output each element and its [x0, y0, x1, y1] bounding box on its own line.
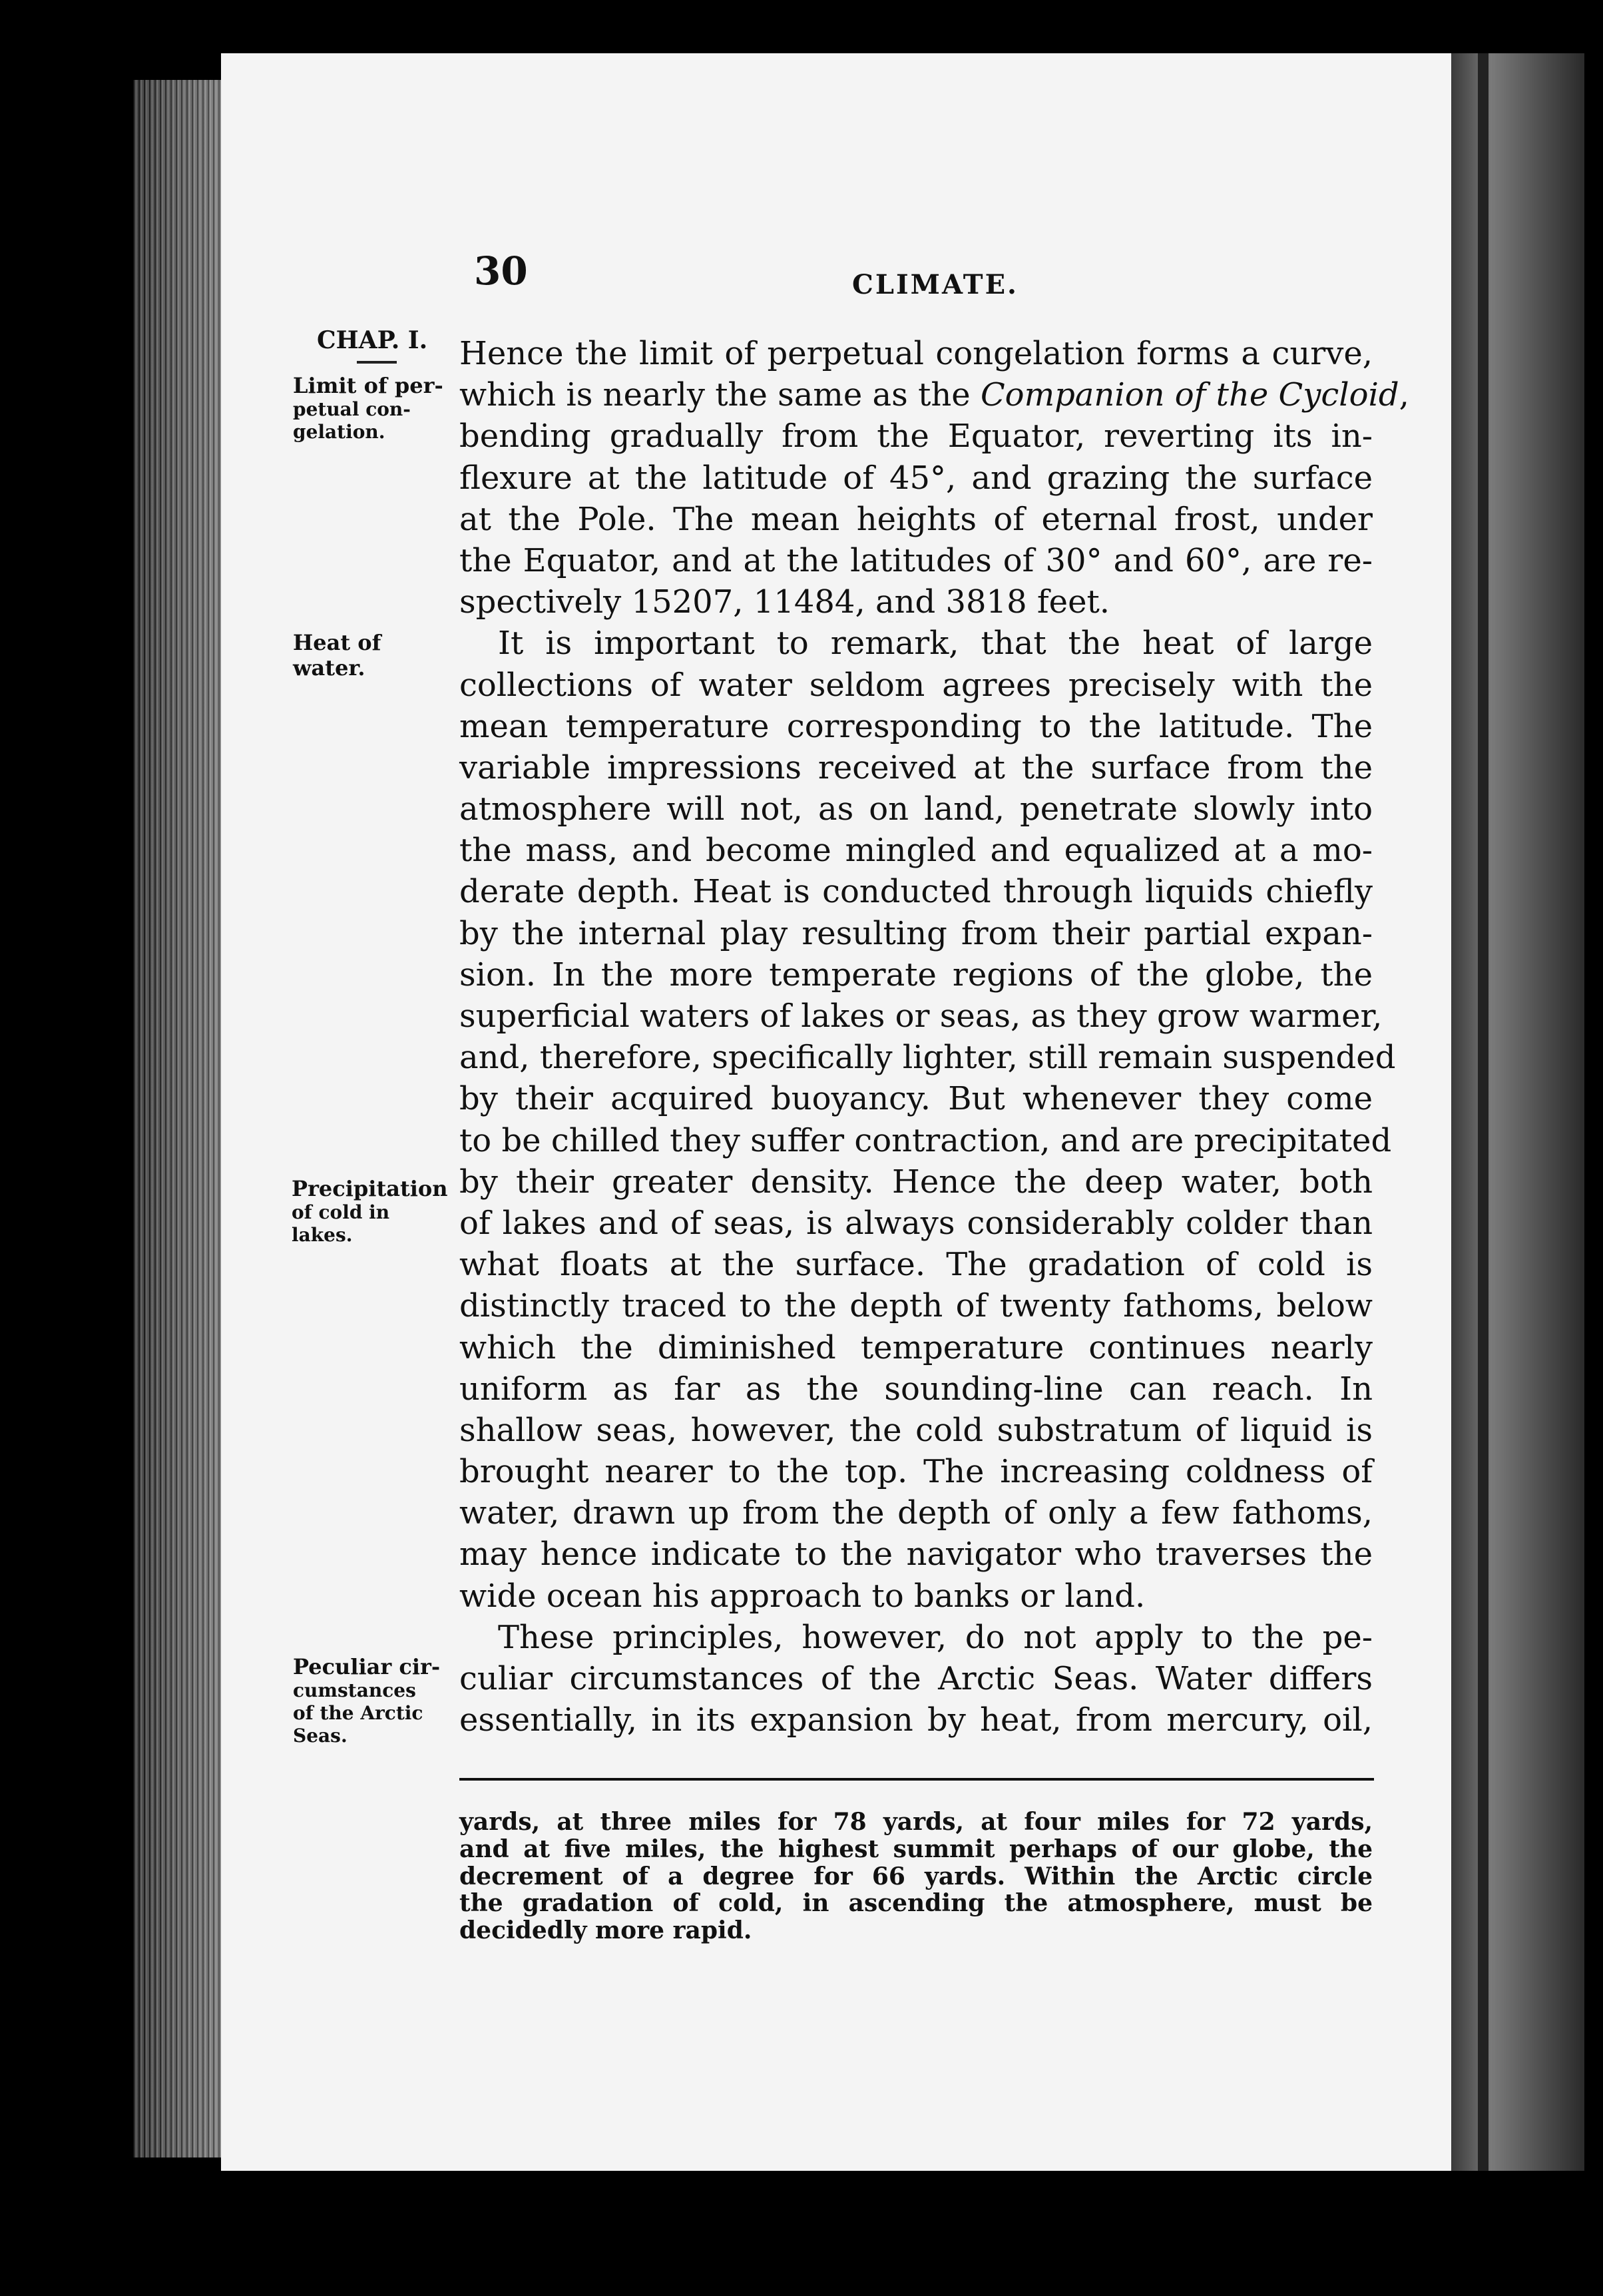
sidenote-precipitation-of-cold	[292, 1176, 448, 1247]
chapter-label: CHAP. I.	[317, 326, 428, 354]
sidenote-line: of the Arctic	[293, 1702, 423, 1724]
sidenote-line: Peculiar cir-	[293, 1654, 441, 1679]
footnote-line: yards, at three miles for 78 yards, at four miles for 72 yards,	[459, 1808, 1373, 1836]
body-line: the mass, and become mingled and equalized at a mo-	[459, 832, 1373, 870]
body-line: atmosphere will not, as on land, penetrate slowly into	[459, 790, 1373, 828]
body-text	[459, 333, 1399, 1741]
body-line: These principles, however, do not apply to the pe-	[498, 1618, 1373, 1656]
sidenote-limit-of-perpetual-congelation	[293, 373, 443, 443]
body-line: wide ocean his approach to banks or land.	[459, 1577, 1146, 1615]
body-line: distinctly traced to the depth of twenty fathoms, below	[459, 1287, 1373, 1325]
body-line: which the diminished temperature continues nearly	[459, 1328, 1373, 1366]
body-line: what floats at the surface. The gradation of cold is	[459, 1246, 1373, 1284]
footnote-line: and at five miles, the highest summit perhaps of our globe, the	[459, 1835, 1373, 1863]
body-line: by their acquired buoyancy. But whenever they come	[459, 1080, 1373, 1118]
footnote-rule	[459, 1778, 1374, 1781]
body-line: and, therefore, specifically lighter, still remain suspended	[459, 1039, 1396, 1077]
sidenote-line: Seas.	[293, 1725, 347, 1747]
body-line: shallow seas, however, the cold substratum of liquid is	[459, 1411, 1373, 1449]
sidenote-line: gelation.	[293, 421, 385, 443]
body-line: water, drawn up from the depth of only a few fathoms,	[459, 1494, 1373, 1532]
body-line: culiar circumstances of the Arctic Seas. Water differs	[459, 1660, 1373, 1697]
body-line: the Equator, and at the latitudes of 30° and 60°, are re-	[459, 541, 1373, 579]
sidenote-line: petual con-	[293, 398, 411, 420]
body-line: by their greater density. Hence the deep water, both	[459, 1163, 1373, 1201]
footnote-line: the gradation of cold, in ascending the atmosphere, must be	[459, 1889, 1373, 1918]
footnote-line: decidedly more rapid.	[459, 1916, 752, 1945]
body-line: at the Pole. The mean heights of eternal frost, under	[459, 500, 1373, 538]
body-line: of lakes and of seas, is always considerably colder than	[459, 1204, 1373, 1242]
sidenote-line: of cold in	[292, 1201, 390, 1223]
body-line: derate depth. Heat is conducted through liquids chiefly	[459, 873, 1373, 911]
body-line: superficial waters of lakes or seas, as they grow warmer,	[459, 998, 1383, 1035]
footnote	[459, 1809, 1373, 1944]
italic-title-phrase: Companion of the Cycloid	[980, 376, 1399, 414]
body-line: collections of water seldom agrees precisely with the	[459, 666, 1373, 704]
body-line: flexure at the latitude of 45°, and grazing the surface	[459, 459, 1373, 497]
body-line: uniform as far as the sounding-line can reach. In	[459, 1370, 1373, 1408]
body-line: essentially, in its expansion by heat, from mercury, oil,	[459, 1701, 1373, 1739]
sidenote-line: Limit of per-	[293, 373, 443, 398]
sidenote-heat-of-water	[293, 630, 381, 681]
sidenote-peculiar-circumstances	[293, 1654, 440, 1747]
body-line: It is important to remark, that the heat of large	[498, 625, 1373, 663]
body-line: which is nearly the same as the Companion of the Cycloid	[459, 376, 1399, 414]
sidenote-line: cumstances	[293, 1679, 416, 1701]
sidenote-line: lakes.	[292, 1224, 353, 1246]
body-line: brought nearer to the top. The increasing coldness of	[459, 1453, 1373, 1491]
body-line: bending gradually from the Equator, reverting its in-	[459, 418, 1373, 455]
body-line: Hence the limit of perpetual congelation forms a curve,	[459, 335, 1373, 372]
body-line: mean temperature corresponding to the latitude. The	[459, 707, 1373, 745]
sidenote-line: Precipitation	[292, 1176, 448, 1201]
sidenote-line: Heat of	[293, 630, 381, 655]
page-number: 30	[474, 248, 528, 294]
sidenote-line: water.	[293, 655, 365, 681]
body-line: sion. In the more temperate regions of the globe, the	[459, 956, 1373, 994]
body-line: by the internal play resulting from their partial expan-	[459, 914, 1373, 952]
body-line: may hence indicate to the navigator who traverses the	[459, 1536, 1373, 1574]
chapter-label-rule	[357, 361, 397, 364]
footnote-line: decrement of a degree for 66 yards. Within the Arctic circle	[459, 1862, 1373, 1890]
body-line: to be chilled they suffer contraction, and are precipitated	[459, 1121, 1392, 1159]
body-line: spectively 15207, 11484, and 3818 feet.	[459, 583, 1110, 621]
running-head: CLIMATE.	[852, 269, 1019, 300]
page-gutter-right	[1451, 53, 1584, 2171]
body-line: variable impressions received at the surface from the	[459, 748, 1373, 786]
